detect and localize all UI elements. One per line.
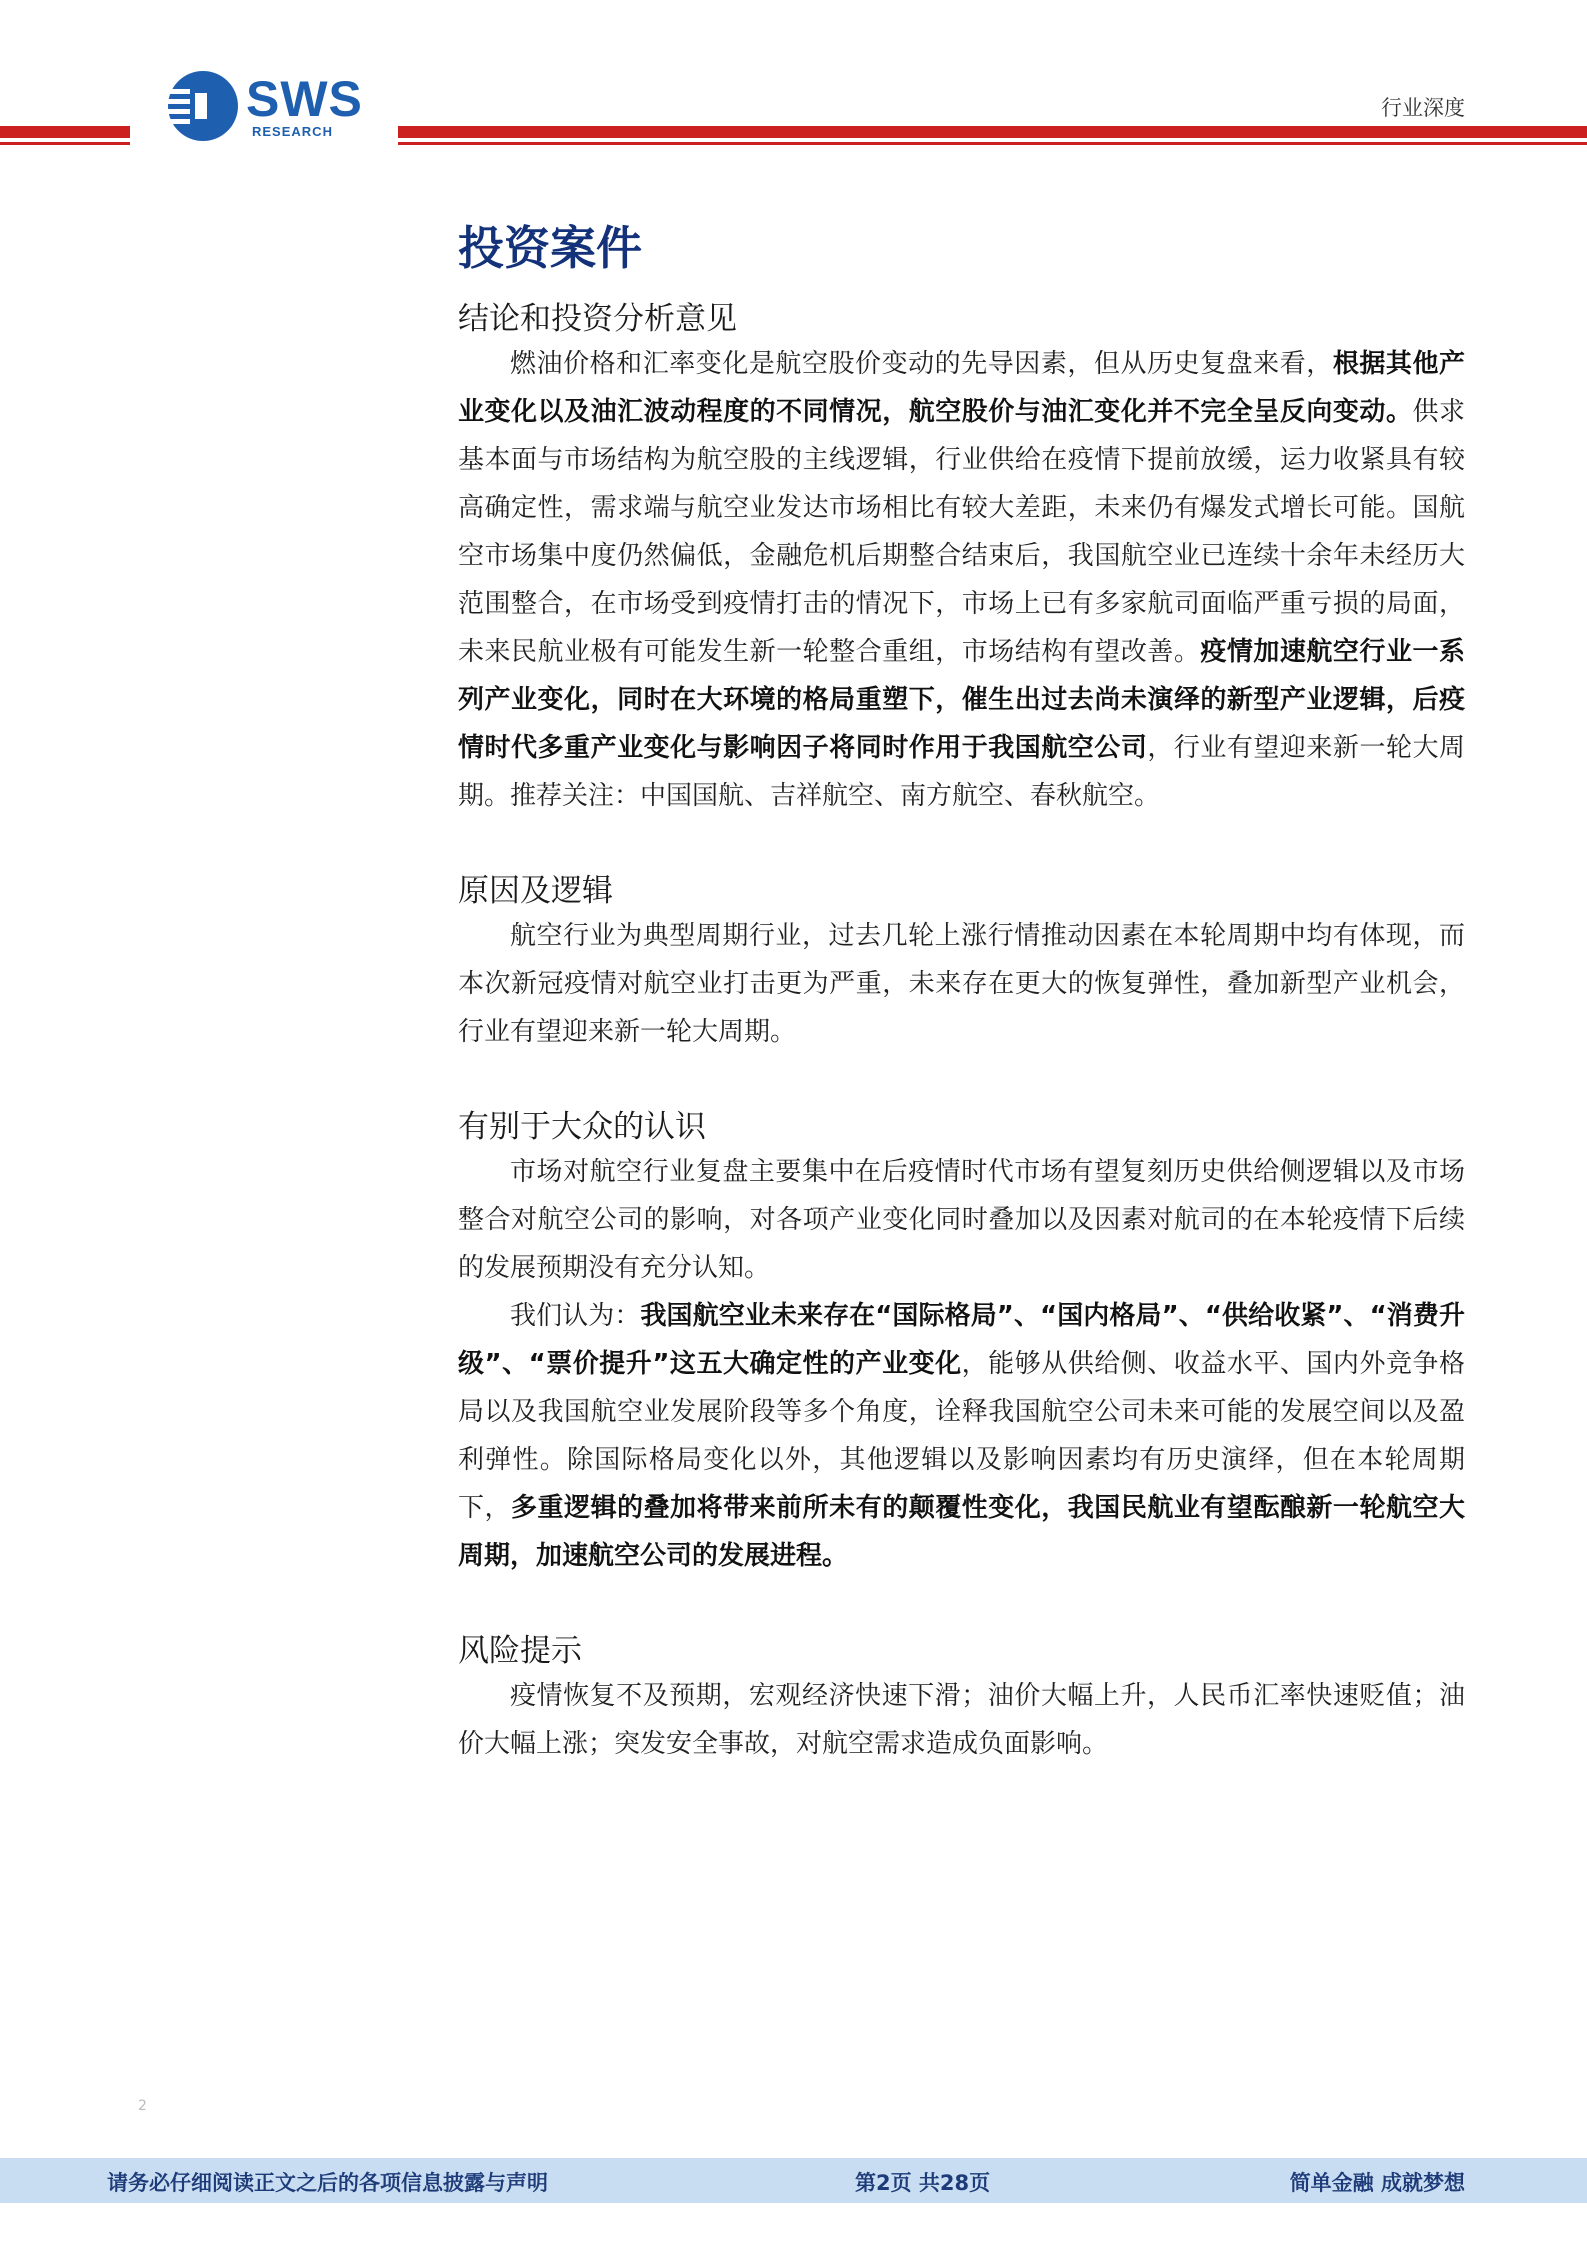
text-run: 燃油价格和汇率变化是航空股价变动的先导因素，但从历史复盘来看， [510, 349, 1333, 379]
text-run: 我们认为： [510, 1301, 641, 1331]
text-run: 航空行业为典型周期行业，过去几轮上涨行情推动因素在本轮周期中均有体现，而本次新冠疫情对航空业打击更为严重，未来存在更大的恢复弹性，叠加新型产业机会，行业有望迎来新一轮大周期。 [458, 921, 1465, 1047]
section-heading: 原因及逻辑 [458, 873, 613, 909]
report-type-tag: 行业深度 [1381, 96, 1465, 120]
emphasis-run: 多重逻辑的叠加将带来前所未有的颠覆性变化，我国民航业有望酝酿新一轮航空大周期，加速航空公司的发展进程。 [458, 1493, 1465, 1571]
text-run: 市场对航空行业复盘主要集中在后疫情时代市场有望复刻历史供给侧逻辑以及市场整合对航空公司的影响，对各项产业变化同时叠加以及因素对航司的在本轮疫情下后续的发展预期没有充分认知。 [458, 1157, 1465, 1283]
main-content [458, 218, 1465, 1768]
text-run: ，行业有望迎来新一轮大周期。推荐关注：中国国航、吉祥航空、南方航空、春秋航空。 [458, 733, 1465, 811]
logo-subtext: RESEARCH [252, 124, 333, 139]
paragraph [458, 1148, 1465, 1292]
footer-page-number: 第2页 共28页 [855, 2171, 991, 2195]
sws-logo [166, 66, 363, 146]
section-reasons [458, 870, 1465, 1056]
paragraph [458, 1672, 1465, 1768]
section-heading: 结论和投资分析意见 [458, 301, 737, 337]
sws-logo-icon [166, 69, 240, 143]
footer-disclaimer: 请务必仔细阅读正文之后的各项信息披露与声明 [107, 2171, 548, 2195]
emphasis-run: 根据其他产业变化以及油汇波动程度的不同情况，航空股价与油汇变化并不完全呈反向变动。 [458, 349, 1465, 427]
section-risk [458, 1630, 1465, 1768]
text-run: 供求基本面与市场结构为航空股的主线逻辑，行业供给在疫情下提前放缓，运力收紧具有较高确定性，需求端与航空业发达市场相比有较大差距，未来仍有爆发式增长可能。国航空市场集中度仍然偏低，金融危机后期整合结束后，我国航空业已连续十余年未经历大范围整合，在市场受到疫情打击的情况下，市场上已有多家航司面临严重亏损的局面，未来民航业极有可能发生新一轮整合重组，市场结构有望改善。 [458, 397, 1465, 667]
section-heading: 风险提示 [458, 1633, 582, 1669]
text-run: ，能够从供给侧、收益水平、国内外竞争格局以及我国航空业发展阶段等多个角度，诠释我国航空公司未来可能的发展空间以及盈利弹性。除国际格局变化以外，其他逻辑以及影响因素均有历史演绎，但在本轮周期下， [458, 1349, 1465, 1523]
page-marker: 2 [138, 2098, 147, 2114]
emphasis-run: 疫情加速航空行业一系列产业变化，同时在大环境的格局重塑下，催生出过去尚未演绎的新型产业逻辑，后疫情时代多重产业变化与影响因子将同时作用于我国航空公司 [458, 637, 1465, 763]
paragraph [458, 340, 1465, 820]
section-differentiated-view [458, 1106, 1465, 1580]
paragraph [458, 912, 1465, 1056]
header-thin-rule-left [0, 142, 130, 145]
footer-slogan: 简单金融 成就梦想 [1289, 2171, 1465, 2195]
header-rule-left [0, 126, 130, 138]
logo-text: SWS [246, 71, 363, 127]
section-conclusion [458, 298, 1465, 820]
text-run: 疫情恢复不及预期，宏观经济快速下滑；油价大幅上升，人民币汇率快速贬值；油价大幅上涨；突发安全事故，对航空需求造成负面影响。 [458, 1681, 1465, 1759]
header-thin-rule-right [398, 142, 1587, 145]
emphasis-run: 我国航空业未来存在“国际格局”、“国内格局”、“供给收紧”、“消费升级”、“票价提升”这五大确定性的产业变化 [458, 1301, 1465, 1379]
section-heading: 有别于大众的认识 [458, 1109, 706, 1145]
paragraph [458, 1292, 1465, 1580]
footer-bar [0, 2158, 1587, 2203]
header-rule-right [398, 126, 1587, 138]
page-title: 投资案件 [458, 221, 642, 275]
